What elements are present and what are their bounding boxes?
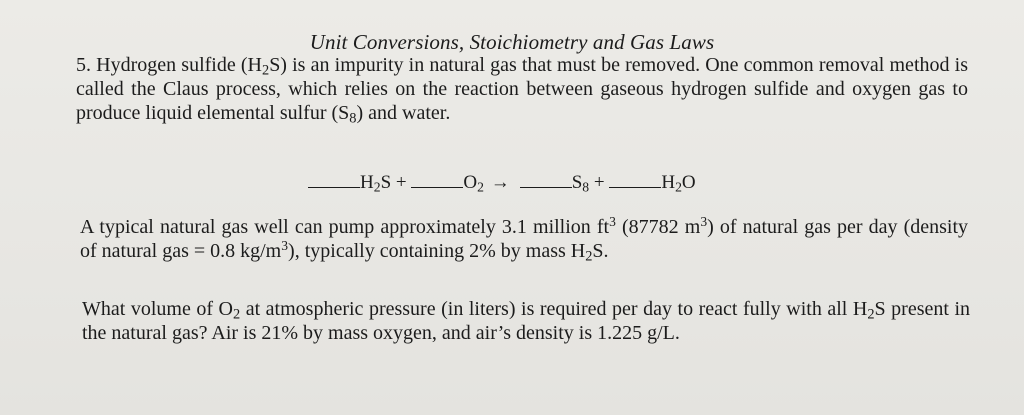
eq-term-h2o: H bbox=[661, 172, 676, 193]
question-text-c: S present in the natural gas? Air is 21% by mass oxygen, and air’s density is 1.225 g/L. bbox=[82, 298, 970, 344]
eq-term-s8: S bbox=[571, 172, 583, 193]
eq-sub-s8: 8 bbox=[582, 179, 590, 195]
well-sub-1: 2 bbox=[585, 248, 593, 265]
well-paragraph bbox=[80, 215, 968, 263]
question-text-a: What volume of O bbox=[82, 298, 233, 320]
well-text-e: S. bbox=[592, 240, 609, 262]
well-text-a: A typical natural gas well can pump approximately 3.1 million ft bbox=[80, 216, 610, 238]
intro-text-b: S) is an impurity in natural gas that must be removed. One common removal method is called the Claus process, which relies on the reaction between gaseous hydrogen sulfide and oxygen gas to produce liquid elemental sulfur (S bbox=[76, 54, 968, 124]
well-sup-1: 3 bbox=[609, 214, 616, 230]
problem-number: 5. bbox=[76, 54, 91, 76]
question-sub-2: 2 bbox=[867, 306, 875, 323]
well-text-d: ), typically containing 2% by mass H bbox=[288, 240, 586, 262]
eq-sub-o2: 2 bbox=[477, 179, 484, 195]
eq-term-h2o-b: O bbox=[681, 172, 696, 193]
arrow-icon: → bbox=[490, 172, 510, 193]
question-paragraph bbox=[82, 297, 970, 345]
eq-term-o2: O bbox=[463, 172, 478, 193]
intro-text-c: ) and water. bbox=[356, 102, 451, 124]
eq-sub-h2o: 2 bbox=[675, 179, 682, 195]
coefficient-blank-s8 bbox=[520, 169, 572, 188]
section-heading: Unit Conversions, Stoichiometry and Gas Laws bbox=[309, 30, 715, 54]
coefficient-blank-h2o bbox=[609, 169, 661, 188]
well-sup-2: 3 bbox=[700, 214, 708, 230]
eq-plus: + bbox=[593, 172, 605, 193]
question-text-b: at atmospheric pressure (in liters) is required per day to react fully with all H bbox=[240, 298, 868, 320]
intro-subscript-2: 8 bbox=[349, 110, 357, 127]
intro-text-a: Hydrogen sulfide (H bbox=[96, 54, 262, 76]
well-text-c: ) of natural gas per day (density of natural gas = 0.8 kg/m bbox=[80, 216, 969, 262]
question-sub-1: 2 bbox=[232, 306, 241, 323]
coefficient-blank-o2 bbox=[411, 169, 463, 188]
eq-term-h2s: H bbox=[360, 172, 374, 193]
intro-subscript: 2 bbox=[261, 62, 270, 79]
well-sup-3: 3 bbox=[281, 238, 289, 254]
well-text-b: (87782 m bbox=[615, 216, 701, 238]
reaction-equation bbox=[308, 169, 696, 194]
eq-sub-h2s: 2 bbox=[373, 179, 381, 195]
coefficient-blank-h2s bbox=[308, 169, 360, 188]
problem-intro bbox=[76, 53, 968, 125]
eq-term-h2s-b: S + bbox=[380, 172, 407, 193]
